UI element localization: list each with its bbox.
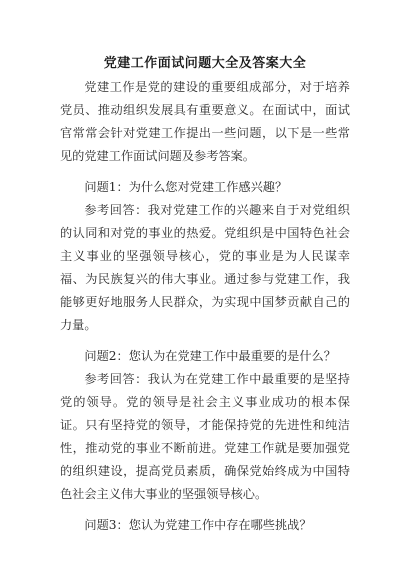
answer-2: 参考回答：我认为在党建工作中最重要的是坚持党的领导。党的领导是社会主义事业成功的根本保证。只有坚持党的领导，才能保持党的先进性和纯洁性，推动党的事业不断前进。党建工作就是要加强党的组织建设，提高党员素质，确保党始终成为中国特色社会主义伟大事业的坚强领导核心。 <box>60 372 350 501</box>
document-body <box>60 76 350 537</box>
answer-1: 参考回答：我对党建工作的兴趣来自于对党组织的认同和对党的事业的热爱。党组织是中国特色社会主义事业的坚强领导核心，党的事业是为人民谋幸福、为民族复兴的伟大事业。通过参与党建工作，我能够更好地服务人民群众，为实现中国梦贡献自己的力量。 <box>60 203 350 332</box>
document-title: 党建工作面试问题大全及答案大全 <box>103 56 307 71</box>
question-2: 问题2：您认为在党建工作中最重要的是什么？ <box>84 349 336 363</box>
question-1: 问题1：为什么您对党建工作感兴趣？ <box>84 180 288 194</box>
question-3: 问题3：您认为党建工作中存在哪些挑战？ <box>84 518 312 532</box>
intro-paragraph: 党建工作是党的建设的重要组成部分，对于培养党员、推动组织发展具有重要意义。在面试中，面试官常常会针对党建工作提出一些问题，以下是一些常见的党建工作面试问题及参考答案。 <box>60 80 350 163</box>
